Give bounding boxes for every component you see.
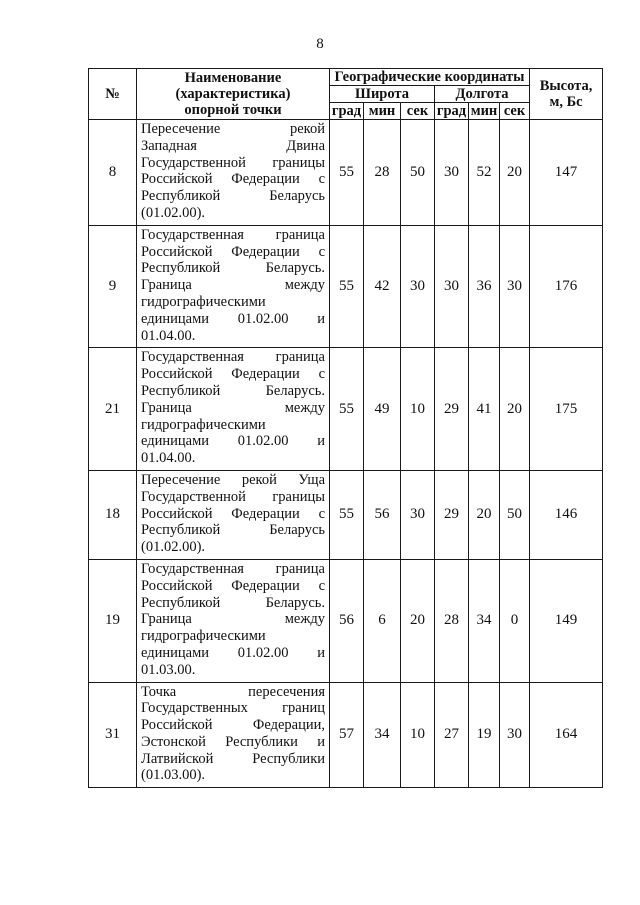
cell-lat-min: 28 xyxy=(364,120,401,226)
header-longitude: Долгота xyxy=(435,86,530,103)
cell-lat-min: 34 xyxy=(364,682,401,788)
row-name xyxy=(137,559,330,682)
page-number: 8 xyxy=(316,36,324,52)
name-line: Пересечение рекой Уща xyxy=(141,471,325,488)
cell-lat-deg: 57 xyxy=(330,682,364,788)
row-number: 18 xyxy=(89,470,137,559)
name-line: 01.04.00. xyxy=(141,327,196,344)
header-lat-min: мин xyxy=(364,103,401,120)
name-line: Государственных границ xyxy=(141,700,325,717)
row-number: 9 xyxy=(89,225,137,348)
cell-lat-sec: 10 xyxy=(401,682,435,788)
name-line: Республикой Беларусь. xyxy=(141,260,325,277)
cell-lat-deg: 56 xyxy=(330,559,364,682)
name-line: Эстонской Республики и xyxy=(141,733,325,750)
name-line: Граница между xyxy=(141,399,325,416)
cell-lat-min: 56 xyxy=(364,470,401,559)
cell-lat-sec: 50 xyxy=(401,120,435,226)
name-line: единицами 01.02.00 и xyxy=(141,433,325,450)
name-line: Западная Двина xyxy=(141,137,325,154)
cell-height: 164 xyxy=(530,682,603,788)
cell-lon-deg: 30 xyxy=(435,225,469,348)
cell-lat-sec: 30 xyxy=(401,225,435,348)
cell-height: 149 xyxy=(530,559,603,682)
header-name-line1: Наименование xyxy=(184,70,282,86)
cell-lat-min: 42 xyxy=(364,225,401,348)
name-line: Республикой Беларусь xyxy=(141,188,325,205)
name-line: Российской Федерации с xyxy=(141,243,325,260)
cell-lat-sec: 30 xyxy=(401,470,435,559)
cell-lon-sec: 20 xyxy=(500,120,530,226)
header-geo-coordinates: Географические координаты xyxy=(330,69,530,86)
name-line: Российской Федерации с xyxy=(141,171,325,188)
header-height-line1: Высота, xyxy=(539,78,593,94)
name-line: Пересечение рекой xyxy=(141,121,325,137)
cell-lon-sec: 20 xyxy=(500,348,530,471)
table-row xyxy=(89,682,603,788)
cell-lat-min: 6 xyxy=(364,559,401,682)
cell-lon-min: 20 xyxy=(469,470,500,559)
name-line: Республикой Беларусь xyxy=(141,522,325,539)
header-height xyxy=(530,69,603,120)
cell-lat-min: 49 xyxy=(364,348,401,471)
name-line: гидрографическими xyxy=(141,416,266,433)
row-name xyxy=(137,470,330,559)
cell-lon-min: 19 xyxy=(469,682,500,788)
cell-lon-deg: 28 xyxy=(435,559,469,682)
cell-height: 146 xyxy=(530,470,603,559)
name-line: Граница между xyxy=(141,611,325,628)
cell-lon-min: 41 xyxy=(469,348,500,471)
header-number: № xyxy=(89,69,137,120)
table-row xyxy=(89,120,603,226)
coordinates-table xyxy=(88,68,603,788)
name-line: Государственной границы xyxy=(141,154,325,171)
row-number: 8 xyxy=(89,120,137,226)
name-line: Точка пересечения xyxy=(141,683,325,700)
name-line: (01.03.00). xyxy=(141,767,206,784)
name-line: Государственная граница xyxy=(141,560,325,577)
cell-lat-sec: 10 xyxy=(401,348,435,471)
cell-lon-deg: 27 xyxy=(435,682,469,788)
name-line: Латвийской Республики xyxy=(141,750,325,767)
row-name xyxy=(137,682,330,788)
header-lat-sec: сек xyxy=(401,103,435,120)
name-line: единицами 01.02.00 и xyxy=(141,310,325,327)
name-line: гидрографическими xyxy=(141,293,266,310)
header-lon-deg: град xyxy=(435,103,469,120)
table-row xyxy=(89,225,603,348)
cell-lon-min: 36 xyxy=(469,225,500,348)
name-line: 01.03.00. xyxy=(141,661,196,678)
header-name-line2: (характеристика) xyxy=(175,86,291,102)
table-body xyxy=(89,120,603,788)
name-line: Государственной границы xyxy=(141,488,325,505)
cell-height: 147 xyxy=(530,120,603,226)
cell-lon-deg: 29 xyxy=(435,470,469,559)
table-row xyxy=(89,559,603,682)
cell-lat-sec: 20 xyxy=(401,559,435,682)
cell-lon-sec: 50 xyxy=(500,470,530,559)
table-header xyxy=(89,69,603,120)
cell-lat-deg: 55 xyxy=(330,120,364,226)
cell-height: 176 xyxy=(530,225,603,348)
cell-lon-sec: 0 xyxy=(500,559,530,682)
header-name-line3: опорной точки xyxy=(184,102,282,118)
cell-height: 175 xyxy=(530,348,603,471)
header-name xyxy=(137,69,330,120)
cell-lon-deg: 29 xyxy=(435,348,469,471)
name-line: гидрографическими xyxy=(141,628,266,645)
name-line: Российской Федерации с xyxy=(141,366,325,383)
cell-lon-min: 34 xyxy=(469,559,500,682)
row-name xyxy=(137,348,330,471)
table-row xyxy=(89,470,603,559)
header-height-line2: м, Бс xyxy=(549,94,583,110)
cell-lon-min: 52 xyxy=(469,120,500,226)
table-row xyxy=(89,348,603,471)
header-lon-sec: сек xyxy=(500,103,530,120)
header-latitude: Широта xyxy=(330,86,435,103)
name-line: (01.02.00). xyxy=(141,539,206,556)
name-line: Российской Федерации с xyxy=(141,577,325,594)
name-line: Государственная граница xyxy=(141,349,325,366)
cell-lat-deg: 55 xyxy=(330,470,364,559)
cell-lat-deg: 55 xyxy=(330,225,364,348)
name-line: Республикой Беларусь. xyxy=(141,382,325,399)
name-line: Граница между xyxy=(141,277,325,294)
name-line: (01.02.00). xyxy=(141,204,206,221)
name-line: Российской Федерации, xyxy=(141,717,325,734)
cell-lon-sec: 30 xyxy=(500,682,530,788)
row-name xyxy=(137,225,330,348)
header-lat-deg: град xyxy=(330,103,364,120)
cell-lon-deg: 30 xyxy=(435,120,469,226)
name-line: Государственная граница xyxy=(141,226,325,243)
cell-lat-deg: 55 xyxy=(330,348,364,471)
name-line: 01.04.00. xyxy=(141,450,196,467)
cell-lon-sec: 30 xyxy=(500,225,530,348)
row-number: 21 xyxy=(89,348,137,471)
row-name xyxy=(137,120,330,226)
name-line: единицами 01.02.00 и xyxy=(141,644,325,661)
name-line: Республикой Беларусь. xyxy=(141,594,325,611)
row-number: 19 xyxy=(89,559,137,682)
row-number: 31 xyxy=(89,682,137,788)
header-lon-min: мин xyxy=(469,103,500,120)
name-line: Российской Федерации с xyxy=(141,505,325,522)
